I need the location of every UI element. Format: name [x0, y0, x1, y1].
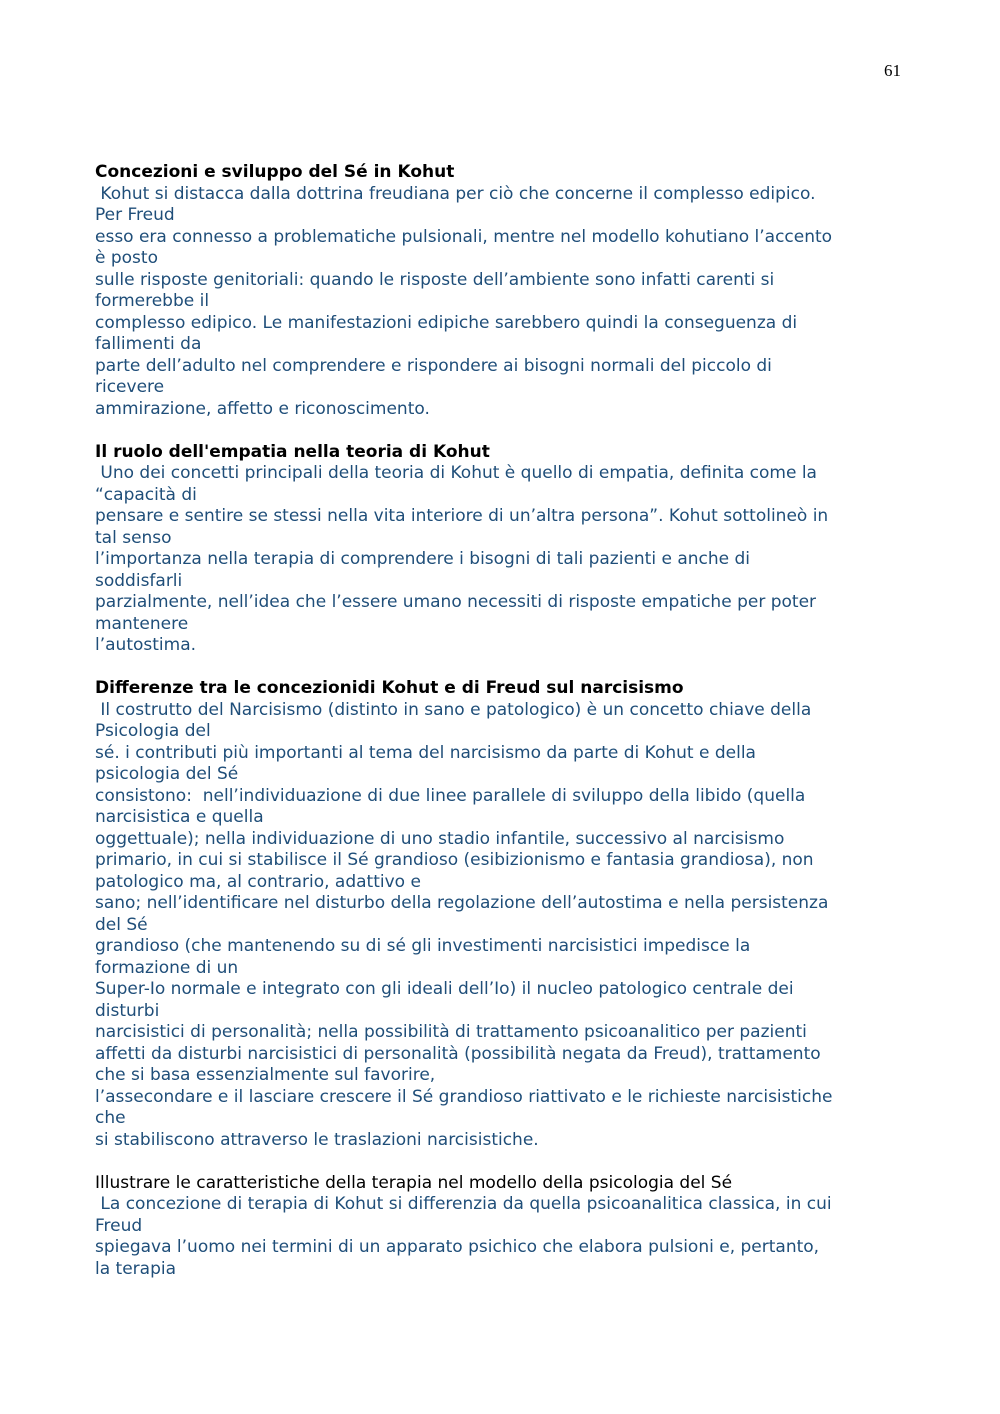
paragraph-line: formerebbe il	[95, 291, 210, 311]
paragraph-line: parzialmente, nell’idea che l’essere umano necessiti di risposte empatiche per poter	[95, 592, 817, 612]
paragraph-line: “capacità di	[95, 484, 197, 505]
paragraph-line: spiegava l’uomo nei termini di un apparato psichico che elabora pulsioni e, pertanto,	[95, 1237, 820, 1257]
paragraph-line: Psicologia del	[95, 721, 211, 741]
paragraph-line: sano; nell’identificare nel disturbo della regolazione dell’autostima e nella persistenza	[95, 893, 829, 913]
paragraph-line: Super-Io normale e integrato con gli ideali dell’Io) il nucleo patologico centrale dei	[95, 979, 794, 999]
paragraph-line: disturbi	[95, 1000, 160, 1021]
paragraph-line: del Sé	[95, 914, 148, 935]
paragraph-line: complesso edipico. Le manifestazioni edipiche sarebbero quindi la conseguenza di	[95, 312, 798, 333]
paragraph-line: fallimenti da	[95, 334, 202, 354]
paragraph-line: Uno dei concetti principali della teoria di Kohut è quello di empatia, definita come la	[95, 463, 817, 483]
paragraph-line: l’importanza nella terapia di comprendere i bisogni di tali pazienti e anche di	[95, 549, 751, 569]
section-heading: Illustrare le caratteristiche della terapia nel modello della psicologia del Sé	[95, 1172, 733, 1193]
paragraph-line: La concezione di terapia di Kohut si differenzia da quella psicoanalitica classica, in cui	[95, 1194, 832, 1214]
paragraph-line: affetti da disturbi narcisistici di personalità (possibilità negata da Freud), trattamento	[95, 1043, 821, 1064]
paragraph-line: parte dell’adulto nel comprendere e rispondere ai bisogni normali del piccolo di	[95, 355, 772, 376]
paragraph-line: Kohut si distacca dalla dottrina freudiana per ciò che concerne il complesso edipico.	[95, 183, 816, 204]
paragraph-line: mantenere	[95, 613, 189, 634]
paragraph-line: ricevere	[95, 377, 165, 397]
section-heading: Differenze tra le concezionidi Kohut e di Freud sul narcisismo	[95, 678, 684, 698]
paragraph-line: narcisistica e quella	[95, 807, 264, 827]
paragraph-line: pensare e sentire se stessi nella vita interiore di un’altra persona”. Kohut sottolineò in	[95, 506, 829, 526]
paragraph-line: primario, in cui si stabilisce il Sé grandioso (esibizionismo e fantasia grandiosa), non	[95, 850, 814, 870]
page-number: 61	[884, 61, 901, 80]
paragraph-line: che si basa essenzialmente sul favorire,	[95, 1065, 436, 1085]
paragraph-line: l’assecondare e il lasciare crescere il Sé grandioso riattivato e le richieste narcisistiche	[95, 1086, 833, 1107]
section-heading: Concezioni e sviluppo del Sé in Kohut	[95, 162, 455, 182]
paragraph-line: Per Freud	[95, 205, 175, 225]
paragraph-line: oggettuale); nella individuazione di uno stadio infantile, successivo al narcisismo	[95, 828, 785, 849]
paragraph-line: Il costrutto del Narcisismo (distinto in sano e patologico) è un concetto chiave della	[95, 699, 812, 720]
paragraph-line: Freud	[95, 1215, 143, 1236]
section-empathy	[95, 442, 915, 657]
paragraph-line: formazione di un	[95, 957, 239, 978]
paragraph-line: è posto	[95, 248, 158, 268]
section-therapy	[95, 1173, 915, 1281]
paragraph-line: psicologia del Sé	[95, 764, 239, 784]
paragraph-line: ammirazione, affetto e riconoscimento.	[95, 398, 430, 419]
paragraph-line: esso era connesso a problematiche pulsionali, mentre nel modello kohutiano l’accento	[95, 226, 833, 247]
paragraph-line: la terapia	[95, 1258, 177, 1279]
paragraph-line: si stabiliscono attraverso le traslazioni narcisistiche.	[95, 1129, 539, 1150]
paragraph-line: patologico ma, al contrario, adattivo e	[95, 871, 421, 892]
paragraph-line: narcisistici di personalità; nella possibilità di trattamento psicoanalitico per pazienti	[95, 1022, 807, 1042]
paragraph-line: soddisfarli	[95, 570, 183, 591]
document-body	[95, 162, 915, 1302]
paragraph-line: sulle risposte genitoriali: quando le risposte dell’ambiente sono infatti carenti si	[95, 269, 775, 290]
section-heading: Il ruolo dell'empatia nella teoria di Kohut	[95, 441, 490, 462]
paragraph-line: l’autostima.	[95, 635, 197, 655]
paragraph-line: tal senso	[95, 527, 172, 548]
section-narcissism	[95, 678, 915, 1151]
paragraph-line: grandioso (che mantenendo su di sé gli investimenti narcisistici impedisce la	[95, 936, 751, 956]
paragraph-line: che	[95, 1108, 126, 1128]
paragraph-line: sé. i contributi più importanti al tema del narcisismo da parte di Kohut e della	[95, 742, 756, 763]
paragraph-line: consistono: nell’individuazione di due linee parallele di sviluppo della libido (quella	[95, 785, 806, 806]
section-kohut-self	[95, 162, 915, 420]
